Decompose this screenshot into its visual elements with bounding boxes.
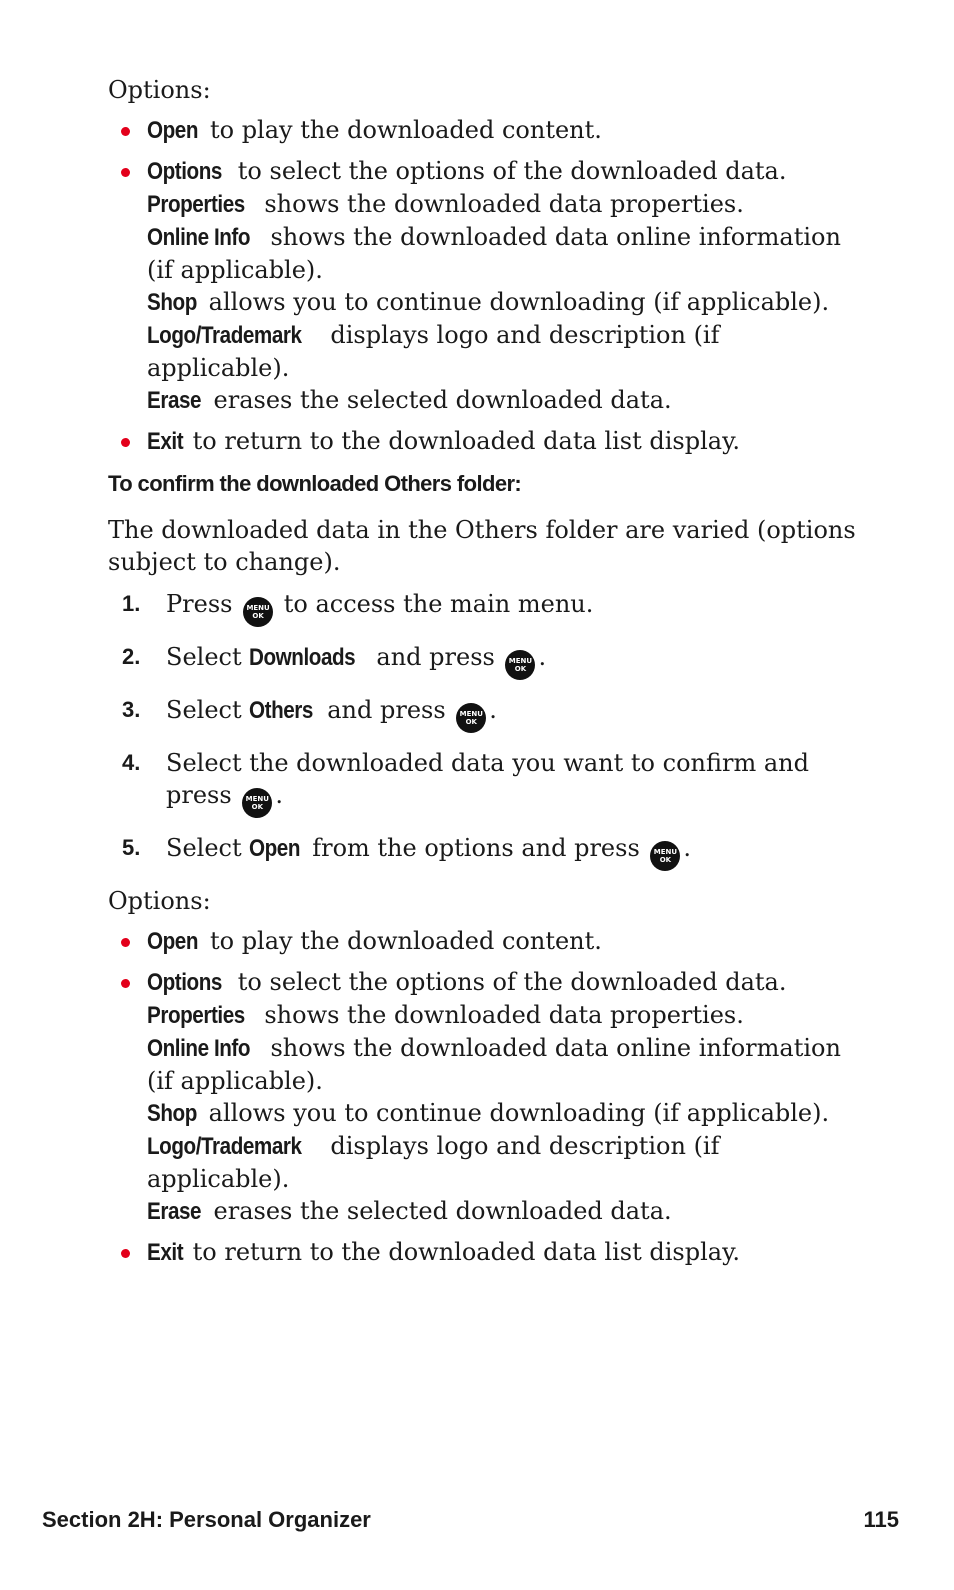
options-list (108, 925, 868, 1269)
option-term: Open (147, 117, 199, 144)
steps-list (108, 588, 868, 871)
bullet-icon (121, 1249, 130, 1258)
menu-ok-key-icon: MENU OK (650, 841, 680, 871)
intro-paragraph: The downloaded data in the Others folder are varied (options subject to change). (108, 516, 856, 576)
sub-option-term: Shop (147, 1100, 197, 1127)
step-number: 4. (122, 750, 141, 775)
sub-option-term: Logo/Trademark (147, 322, 302, 349)
menu-ok-key-icon: MENU OK (505, 650, 535, 680)
list-item: Exit to return to the downloaded data list display. (108, 1236, 868, 1269)
step-item: 4. Select the downloaded data you want to confirm and press MENU OK . (108, 747, 868, 818)
sub-option-term: Shop (147, 289, 197, 316)
sub-option-term: Online Info (147, 224, 251, 251)
bullet-icon (121, 168, 130, 177)
sub-option-term: Erase (147, 387, 202, 414)
step-item: 1. Press MENU OK to access the main menu. (108, 588, 868, 627)
list-item: Open to play the downloaded content. (108, 925, 868, 958)
option-term: Open (147, 928, 199, 955)
options-list (108, 114, 868, 458)
bullet-icon (121, 938, 130, 947)
options-label: Options: (108, 887, 211, 915)
option-term: Options (147, 158, 222, 185)
list-item: Open to play the downloaded content. (108, 114, 868, 147)
list-item: Options to select the options of the downloaded data. Properties shows the downloaded data properties. Online Info shows the downloaded data online information (if applicable). Shop allows you to continue downloading (if applicable). Logo/Trademark displays logo and description (if applicable). Erase erases the selected downloaded data. (108, 966, 868, 1228)
list-item: Exit to return to the downloaded data list display. (108, 425, 868, 458)
menu-ok-key-icon: MENU OK (456, 703, 486, 733)
section-heading: To confirm the downloaded Others folder: (108, 471, 522, 496)
page-body (108, 74, 868, 1277)
sub-option-term: Online Info (147, 1035, 251, 1062)
page-number: 115 (863, 1507, 899, 1532)
step-term: Others (249, 697, 314, 724)
step-term: Downloads (249, 644, 356, 671)
sub-option-term: Logo/Trademark (147, 1133, 302, 1160)
option-term: Exit (147, 1239, 184, 1266)
sub-option-term: Erase (147, 1198, 202, 1225)
options-label: Options: (108, 76, 211, 104)
list-item: Options to select the options of the downloaded data. Properties shows the downloaded data properties. Online Info shows the downloaded data online information (if applicable). Shop allows you to continue downloading (if applicable). Logo/Trademark displays logo and description (if applicable). Erase erases the selected downloaded data. (108, 155, 868, 417)
step-number: 5. (122, 835, 141, 860)
step-item: 2. Select Downloads and press MENU OK . (108, 641, 868, 680)
step-number: 3. (122, 697, 141, 722)
step-number: 2. (122, 644, 141, 669)
menu-ok-key-icon: MENU OK (242, 788, 272, 818)
option-term: Exit (147, 428, 184, 455)
menu-ok-key-icon: MENU OK (243, 597, 273, 627)
step-term: Open (249, 835, 301, 862)
step-item: 3. Select Others and press MENU OK . (108, 694, 868, 733)
step-number: 1. (122, 591, 141, 616)
bullet-icon (121, 979, 130, 988)
sub-option-term: Properties (147, 1002, 245, 1029)
footer-section-title: Section 2H: Personal Organizer (42, 1507, 371, 1532)
bullet-icon (121, 438, 130, 447)
step-item: 5. Select Open from the options and press MENU OK . (108, 832, 868, 871)
option-term: Options (147, 969, 222, 996)
sub-option-term: Properties (147, 191, 245, 218)
bullet-icon (121, 127, 130, 136)
